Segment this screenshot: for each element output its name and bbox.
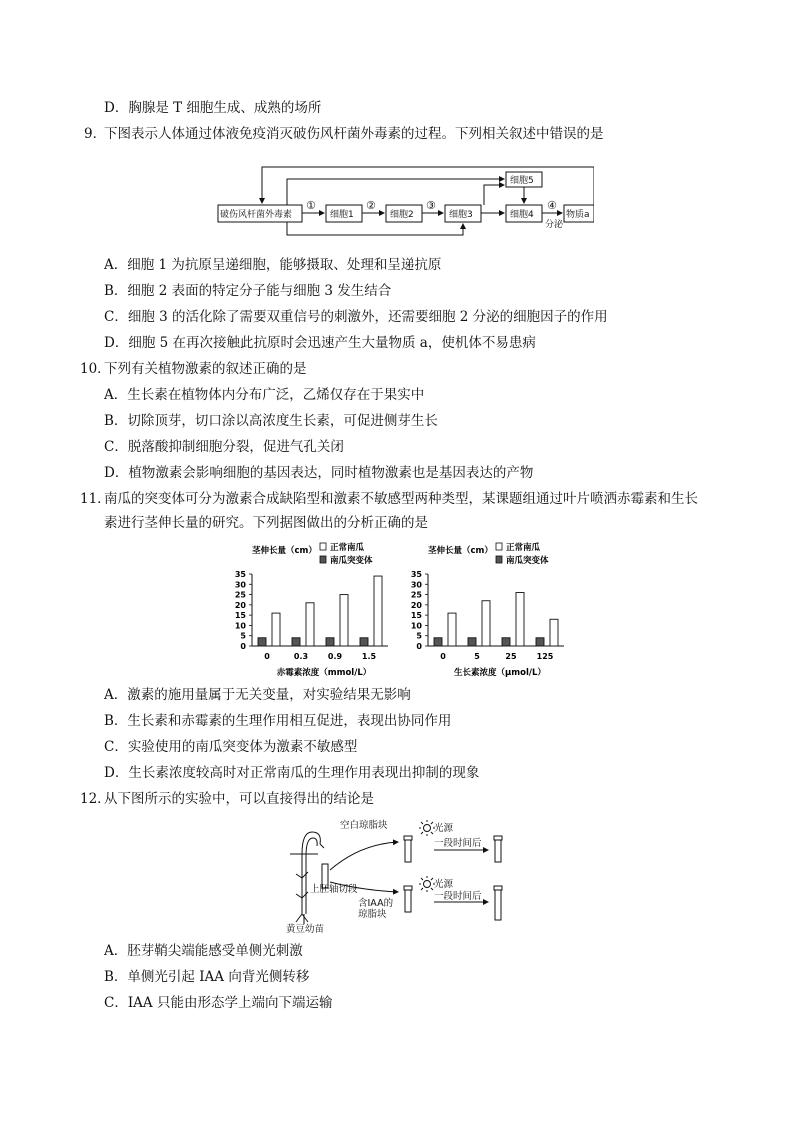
q12-option-b: B．单侧光引起 IAA 向背光侧转移 (104, 969, 310, 985)
light-label-1: 光源 (434, 823, 454, 834)
bar (536, 638, 544, 646)
q11-number: 11． (80, 491, 111, 507)
q10-option-d: D．植物激素会影响细胞的基因表达，同时植物激素也是基因表达的产物 (104, 465, 534, 481)
cell1-label: 细胞1 (330, 210, 354, 220)
q12-option-a: A．胚芽鞘尖端能感受单侧光刺激 (104, 943, 303, 959)
q11-stem-line2: 素进行茎伸长量的研究。下列据图做出的分析正确的是 (104, 515, 428, 531)
bar (448, 613, 456, 646)
cell5-label: 细胞5 (510, 176, 534, 186)
bar (374, 576, 382, 646)
legend-label: 南瓜突变体 (506, 556, 549, 566)
y-tick-label: 30 (410, 580, 422, 590)
q8-option-d: D．胸腺是 T 细胞生成、成熟的场所 (104, 100, 322, 116)
legend-swatch (496, 543, 502, 550)
immune-process-diagram (214, 165, 594, 240)
blank-agar-label: 空白琼脂块 (340, 820, 388, 831)
q10-number: 10． (80, 361, 111, 377)
q9-number: 9． (84, 126, 107, 142)
legend-swatch (320, 543, 326, 550)
hypocotyl-label: 上胚轴切段 (310, 884, 358, 895)
q11-option-d: D．生长素浓度较高时对正常南瓜的生理作用表现出抑制的现象 (104, 765, 480, 781)
q9-option-a: A．细胞 1 为抗原呈递细胞，能够摄取、处理和呈递抗原 (104, 257, 442, 273)
auxin-bar-chart (398, 540, 578, 680)
bar (326, 638, 334, 646)
x-tick-label: 125 (536, 652, 554, 661)
bar (306, 603, 314, 646)
x-tick-label: 0 (440, 652, 446, 661)
legend-swatch (320, 556, 326, 563)
bar (516, 593, 524, 646)
after-label-2: 一段时间后 (434, 891, 482, 902)
q9-stem: 下图表示人体通过体液免疫消灭破伤风杆菌外毒素的过程。下列相关叙述中错误的是 (104, 126, 604, 142)
cell2-label: 细胞2 (390, 210, 414, 220)
substance-label: 物质a (566, 210, 590, 220)
y-tick-label: 35 (410, 570, 422, 579)
q12-number: 12． (80, 791, 111, 807)
y-tick-label: 25 (234, 590, 246, 600)
bar (482, 601, 490, 646)
x-tick-label: 0 (264, 652, 270, 661)
q9-option-c: C．细胞 3 的活化除了需要双重信号的刺激外，还需要细胞 2 分泌的细胞因子的作用 (104, 309, 608, 325)
legend-label: 正常南瓜 (330, 543, 365, 553)
step4-label: ④ (547, 199, 557, 212)
upper-result-segment (495, 840, 501, 862)
q9-option-d: D．细胞 5 在再次接触此抗原时会迅速产生大量物质 a，使机体不易患病 (104, 335, 536, 351)
y-tick-label: 5 (240, 631, 246, 641)
q10-option-c: C．脱落酸抑制细胞分裂，促进气孔关闭 (104, 439, 344, 455)
bar (258, 638, 266, 646)
toxin-label: 破伤风杆菌外毒素 (220, 210, 293, 220)
x-axis-label: 赤霉素浓度（mmol/L） (276, 668, 372, 678)
y-tick-label: 15 (410, 611, 422, 621)
y-tick-label: 5 (416, 631, 422, 641)
y-tick-label: 0 (240, 642, 246, 651)
bar (292, 638, 300, 646)
y-axis-label: 茎伸长量（cm） (252, 546, 317, 556)
q12-option-c: C．IAA 只能由形态学上端向下端运输 (104, 995, 333, 1011)
q11-stem-line1: 南瓜的突变体可分为激素合成缺陷型和激素不敏感型两种类型，某课题组通过叶片喷洒赤霉素和生长 (104, 491, 698, 507)
light-source-icon (424, 881, 431, 888)
bar (340, 595, 348, 646)
lower-test-segment (405, 890, 411, 912)
q10-option-b: B．切除顶芽，切口涂以高浓度生长素，可促进侧芽生长 (104, 413, 438, 429)
after-label-1: 一段时间后 (434, 838, 482, 849)
light-source-icon (424, 825, 431, 832)
y-tick-label: 10 (410, 621, 422, 631)
q10-option-a: A．生长素在植物体内分布广泛，乙烯仅存在于果实中 (104, 387, 425, 403)
y-tick-label: 25 (410, 590, 422, 600)
y-tick-label: 35 (234, 570, 246, 579)
iaa-experiment-diagram (280, 814, 520, 936)
q12-stem: 从下图所示的实验中，可以直接得出的结论是 (104, 791, 374, 807)
cell4-label: 细胞4 (510, 210, 534, 220)
y-tick-label: 30 (234, 580, 246, 590)
y-tick-label: 0 (416, 642, 422, 651)
y-tick-label: 20 (234, 600, 246, 610)
bar (272, 613, 280, 646)
legend-label: 正常南瓜 (506, 543, 541, 553)
iaa-agar-label-1: 含IAA的 (358, 898, 394, 909)
q11-option-c: C．实验使用的南瓜突变体为激素不敏感型 (104, 739, 358, 755)
x-axis-label: 生长素浓度（μmol/L） (454, 668, 546, 678)
q10-stem: 下列有关植物激素的叙述正确的是 (104, 361, 307, 377)
legend-label: 南瓜突变体 (330, 556, 373, 566)
bar (360, 638, 368, 646)
secrete-label: 分泌 (545, 220, 564, 230)
upper-test-segment (405, 840, 411, 862)
q11-option-a: A．激素的施用量属于无关变量，对实验结果无影响 (104, 687, 411, 703)
cell3-label: 细胞3 (449, 210, 473, 220)
q11-option-b: B．生长素和赤霉素的生理作用相互促进，表现出协同作用 (104, 713, 452, 729)
bar (502, 638, 510, 646)
gibberellin-bar-chart (222, 540, 402, 680)
x-tick-label: 5 (474, 652, 480, 661)
y-axis-label: 茎伸长量（cm） (428, 546, 493, 556)
x-tick-label: 0.3 (293, 652, 309, 661)
y-tick-label: 20 (410, 600, 422, 610)
bar (468, 638, 476, 646)
x-tick-label: 25 (505, 652, 517, 661)
light-label-2: 光源 (434, 879, 454, 890)
lower-result-segment (495, 890, 501, 920)
bar (434, 638, 442, 646)
step2-label: ② (366, 199, 376, 212)
seedling-label: 黄豆幼苗 (286, 924, 325, 935)
bar (550, 619, 558, 646)
x-tick-label: 1.5 (361, 652, 377, 661)
legend-swatch (496, 556, 502, 563)
y-tick-label: 10 (234, 621, 246, 631)
iaa-agar-label-2: 琼脂块 (358, 909, 387, 920)
q9-option-b: B．细胞 2 表面的特定分子能与细胞 3 发生结合 (104, 283, 392, 299)
y-tick-label: 15 (234, 611, 246, 621)
step3-label: ③ (426, 199, 436, 212)
step1-label: ① (306, 199, 316, 212)
x-tick-label: 0.9 (327, 652, 343, 661)
